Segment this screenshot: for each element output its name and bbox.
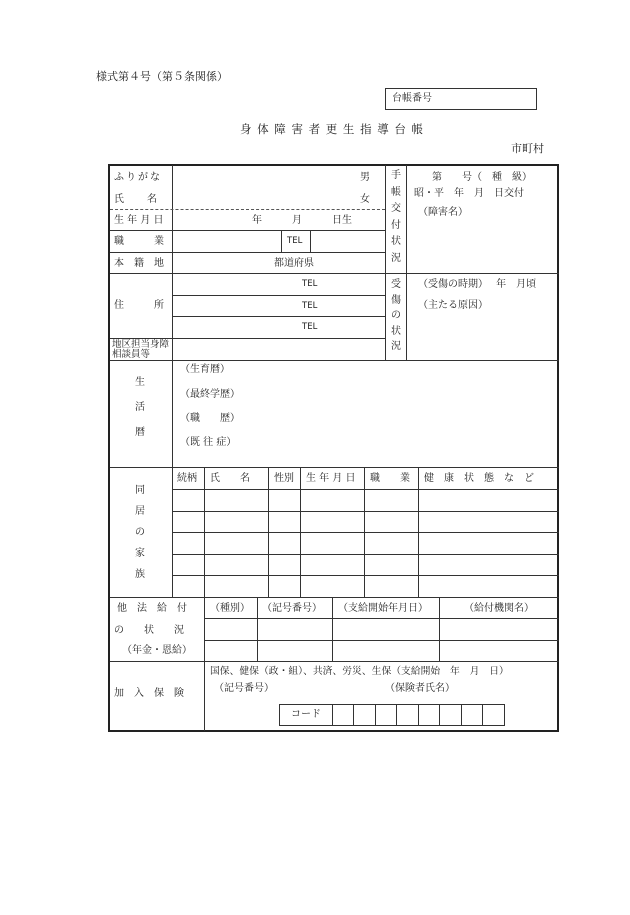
name-label: 氏 名 <box>114 194 158 205</box>
family-header-health: 健 康 状 態 な ど <box>424 473 534 484</box>
benefit-header-type: （種別） <box>210 603 250 614</box>
benefit-header-start-date: （支給開始年月日） <box>338 603 428 614</box>
ledger-number-label: 台帳番号 <box>392 93 432 104</box>
address-tel-3: TEL <box>302 322 318 332</box>
birthdate-label: 生 年 月 日 <box>114 215 164 226</box>
family-header-relation: 続柄 <box>177 473 197 484</box>
other-benefits-label-1: 他 法 給 付 <box>117 603 187 614</box>
address-tel-1: TEL <box>302 279 318 289</box>
household-family-label: 同 居 の 家 族 <box>135 485 145 580</box>
ledger-number-box[interactable] <box>385 88 537 110</box>
occupation-input[interactable] <box>174 232 280 251</box>
life-career[interactable]: （職 歴） <box>180 413 240 424</box>
insurer-name[interactable]: （保険者氏名） <box>385 683 455 694</box>
municipality-label: 市町村 <box>511 142 544 155</box>
other-benefits-label-3: （年金・恩給） <box>122 645 192 656</box>
benefit-header-agency: （給付機関名） <box>464 603 534 614</box>
handbook-issue-date[interactable]: 昭・平 年 月 日交付 <box>414 188 524 199</box>
handbook-status-label: 手 帳 交 付 状 況 <box>391 170 401 264</box>
code-label: コード <box>291 709 321 720</box>
life-medical-history[interactable]: （既 往 症） <box>180 437 237 448</box>
female-option[interactable]: 女 <box>360 194 370 205</box>
family-rows[interactable] <box>173 490 558 596</box>
injury-cause[interactable]: （主たる原因） <box>418 300 488 311</box>
address-label: 住 所 <box>114 300 164 311</box>
handbook-disability-name[interactable]: （障害名） <box>418 207 468 218</box>
birthdate-fields[interactable]: 年 月 日生 <box>252 215 352 226</box>
occupation-label: 職 業 <box>114 236 164 247</box>
district-counselor-label: 地区担当身障相談員等 <box>112 339 170 360</box>
insurance-types[interactable]: 国保、健保（政・組）、共済、労災、生保（支給開始 年 月 日） <box>210 666 509 677</box>
family-header-birthdate: 生 年 月 日 <box>306 473 356 484</box>
injury-time[interactable]: （受傷の時期） 年 月頃 <box>418 279 537 290</box>
handbook-number[interactable]: 第 号（ 種 級） <box>432 172 532 183</box>
code-input[interactable] <box>333 705 504 725</box>
benefit-header-code: （記号番号） <box>262 603 322 614</box>
domicile-label: 本 籍 地 <box>114 258 164 269</box>
name-input[interactable] <box>174 167 354 207</box>
life-history-label: 生 活 暦 <box>135 377 145 438</box>
injury-status-label: 受 傷 の 状 況 <box>391 279 401 352</box>
form-number: 様式第４号（第５条関係） <box>96 70 228 83</box>
male-option[interactable]: 男 <box>360 172 370 183</box>
district-counselor-input[interactable] <box>174 340 384 359</box>
life-education[interactable]: （最終学歴） <box>180 389 240 400</box>
life-upbringing[interactable]: （生育暦） <box>180 364 230 375</box>
furigana-label: ふりがな <box>114 172 162 183</box>
document-title: 身 体 障 害 者 更 生 指 導 台 帳 <box>240 122 425 136</box>
other-benefits-label-2: の 状 況 <box>114 625 184 636</box>
insurance-label: 加 入 保 険 <box>114 688 184 699</box>
address-tel-2: TEL <box>302 301 318 311</box>
family-header-occupation: 職 業 <box>370 473 410 484</box>
family-header-name: 氏 名 <box>210 473 250 484</box>
insurance-code-number[interactable]: （記号番号） <box>214 683 274 694</box>
occupation-tel-label: TEL <box>287 236 303 246</box>
family-header-sex: 性別 <box>274 473 294 484</box>
domicile-prefecture[interactable]: 都道府県 <box>274 258 314 269</box>
occupation-tel-input[interactable] <box>312 232 384 251</box>
